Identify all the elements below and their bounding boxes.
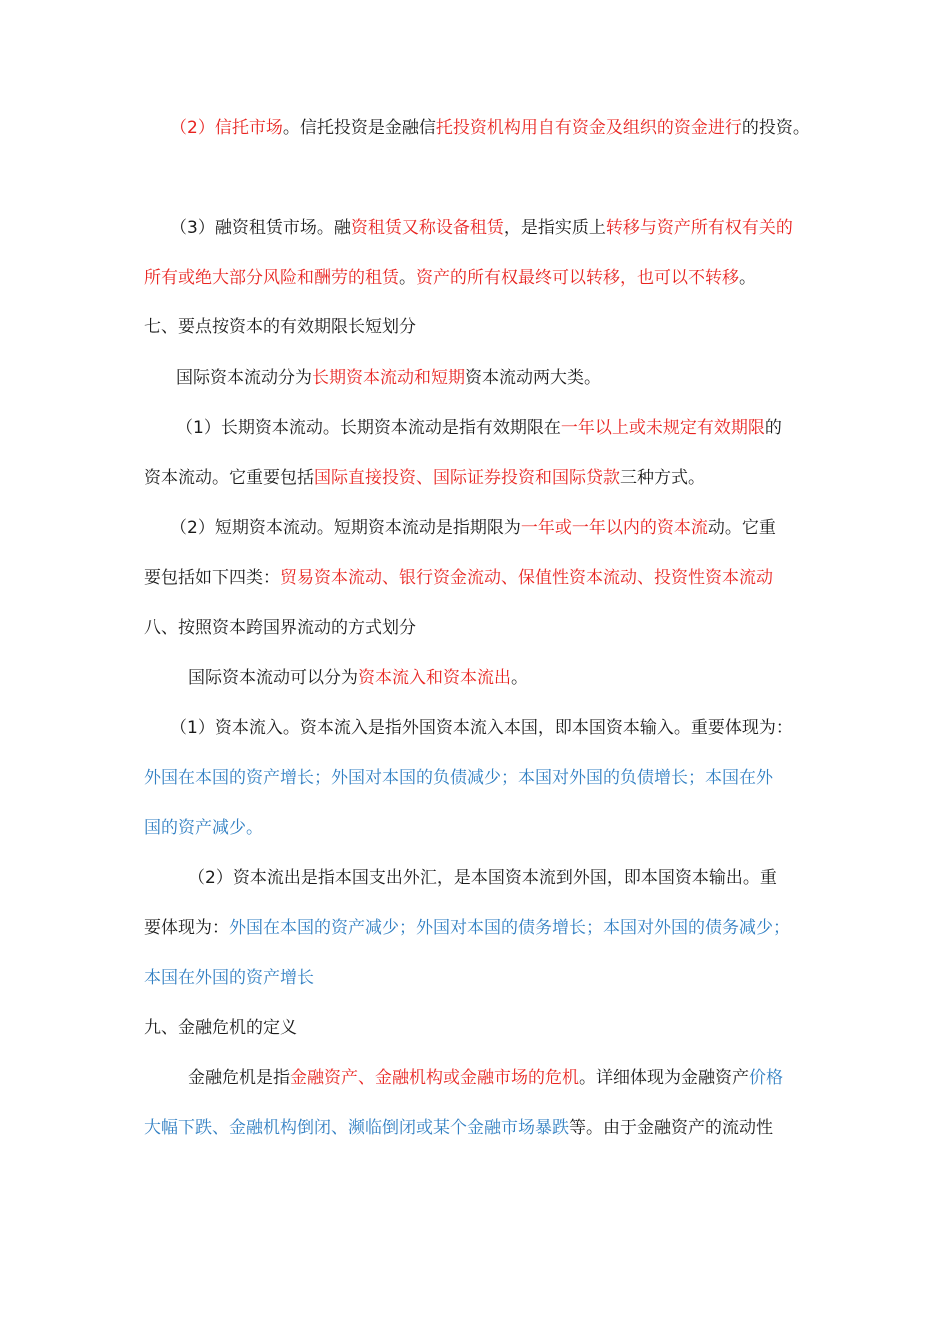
body-text: 八、按照资本跨国界流动的方式划分 [144,618,416,638]
text-line [188,866,777,890]
text-line [170,716,793,740]
text-line [144,266,756,290]
body-text: 。详细体现为金融资产 [579,1068,749,1088]
body-text: 。 [399,268,416,288]
body-text: 动。它重 [707,518,776,538]
text-line [176,416,782,440]
body-text: 资本流动。它重要包括 [144,468,314,488]
body-text: （1）资本流入。资本流入是指外国资本流入本国，即本国资本输入。重要体现为： [170,718,793,738]
text-line [144,466,705,490]
highlight-blue-text: 大幅下跌、金融机构倒闭、濒临倒闭或某个金融市场暴跌 [144,1118,569,1138]
body-text: 的投资。 [741,118,810,138]
text-line [188,666,528,690]
text-line [144,966,314,990]
highlight-red-text: 国际直接投资、国际证券投资和国际贷款 [314,468,620,488]
text-line [170,116,810,140]
highlight-blue-text: 外国在本国的资产减少；外国对本国的债务增长；本国对外国的债务减少； [229,918,790,938]
highlight-red-text: 资本流入和资本流出 [358,668,511,688]
text-line [144,1116,773,1140]
highlight-blue-text: 本国在外国的资产增长 [144,968,314,988]
text-line [144,315,416,339]
body-text: （1）长期资本流动。长期资本流动是指有效期限在 [176,418,561,438]
body-text: 。 [739,268,756,288]
body-text: （2）短期资本流动。短期资本流动是指期限为 [170,518,521,538]
text-line [144,766,773,790]
text-line [170,516,776,540]
highlight-blue-text: 外国在本国的资产增长；外国对本国的负债减少；本国对外国的负债增长；本国在外 [144,768,773,788]
body-text: 国际资本流动分为 [176,368,312,388]
body-text: 九、金融危机的定义 [144,1018,297,1038]
highlight-red-text: 一年或一年以内的资本流 [520,518,708,538]
text-line [144,616,416,640]
body-text: 金融危机是指 [188,1068,290,1088]
highlight-red-text: （2）信托市场 [170,118,283,138]
body-text: （3）融资租赁市场。融 [170,218,351,238]
body-text: （2）资本流出是指本国支出外汇，是本国资本流到外国，即本国资本输出。重 [188,868,777,888]
highlight-red-text: 贸易资本流动、银行资金流动、保值性资本流动、投资性资本流动 [280,568,773,588]
text-line [170,216,793,240]
highlight-red-text: 长期资本流动和短期 [312,368,465,388]
highlight-red-text: 金融资产、金融机构或金融市场的危机 [290,1068,579,1088]
highlight-blue-text: 国的资产减少。 [144,818,263,838]
body-text: ，是指实质上 [503,218,606,238]
body-text: 等。由于金融资产的流动性 [569,1118,773,1138]
text-line [144,1016,297,1040]
body-text: 的 [764,418,782,438]
text-line [144,566,773,590]
highlight-blue-text: 价格 [749,1068,783,1088]
highlight-red-text: 资租赁又称设备租赁 [350,218,504,238]
body-text: 要包括如下四类： [144,568,280,588]
text-line [176,366,601,390]
body-text: 。 [511,668,528,688]
body-text: 资本流动两大类。 [465,368,601,388]
body-text: 三种方式。 [620,468,705,488]
text-line [144,916,790,940]
highlight-red-text: 所有或绝大部分风险和酬劳的租赁 [144,268,399,288]
text-line [188,1066,783,1090]
body-text: 七、要点按资本的有效期限长短划分 [144,317,416,337]
highlight-red-text: 资产的所有权最终可以转移，也可以不转移 [416,268,739,288]
highlight-red-text: 一年以上或未规定有效期限 [560,418,765,438]
highlight-red-text: 转移与资产所有权有关的 [605,218,793,238]
highlight-red-text: 托投资机构用自有资金及组织的资金进行 [435,118,742,138]
text-line [144,816,263,840]
body-text: 。信托投资是金融信 [282,118,436,138]
body-text: 要体现为： [144,918,229,938]
body-text: 国际资本流动可以分为 [188,668,358,688]
